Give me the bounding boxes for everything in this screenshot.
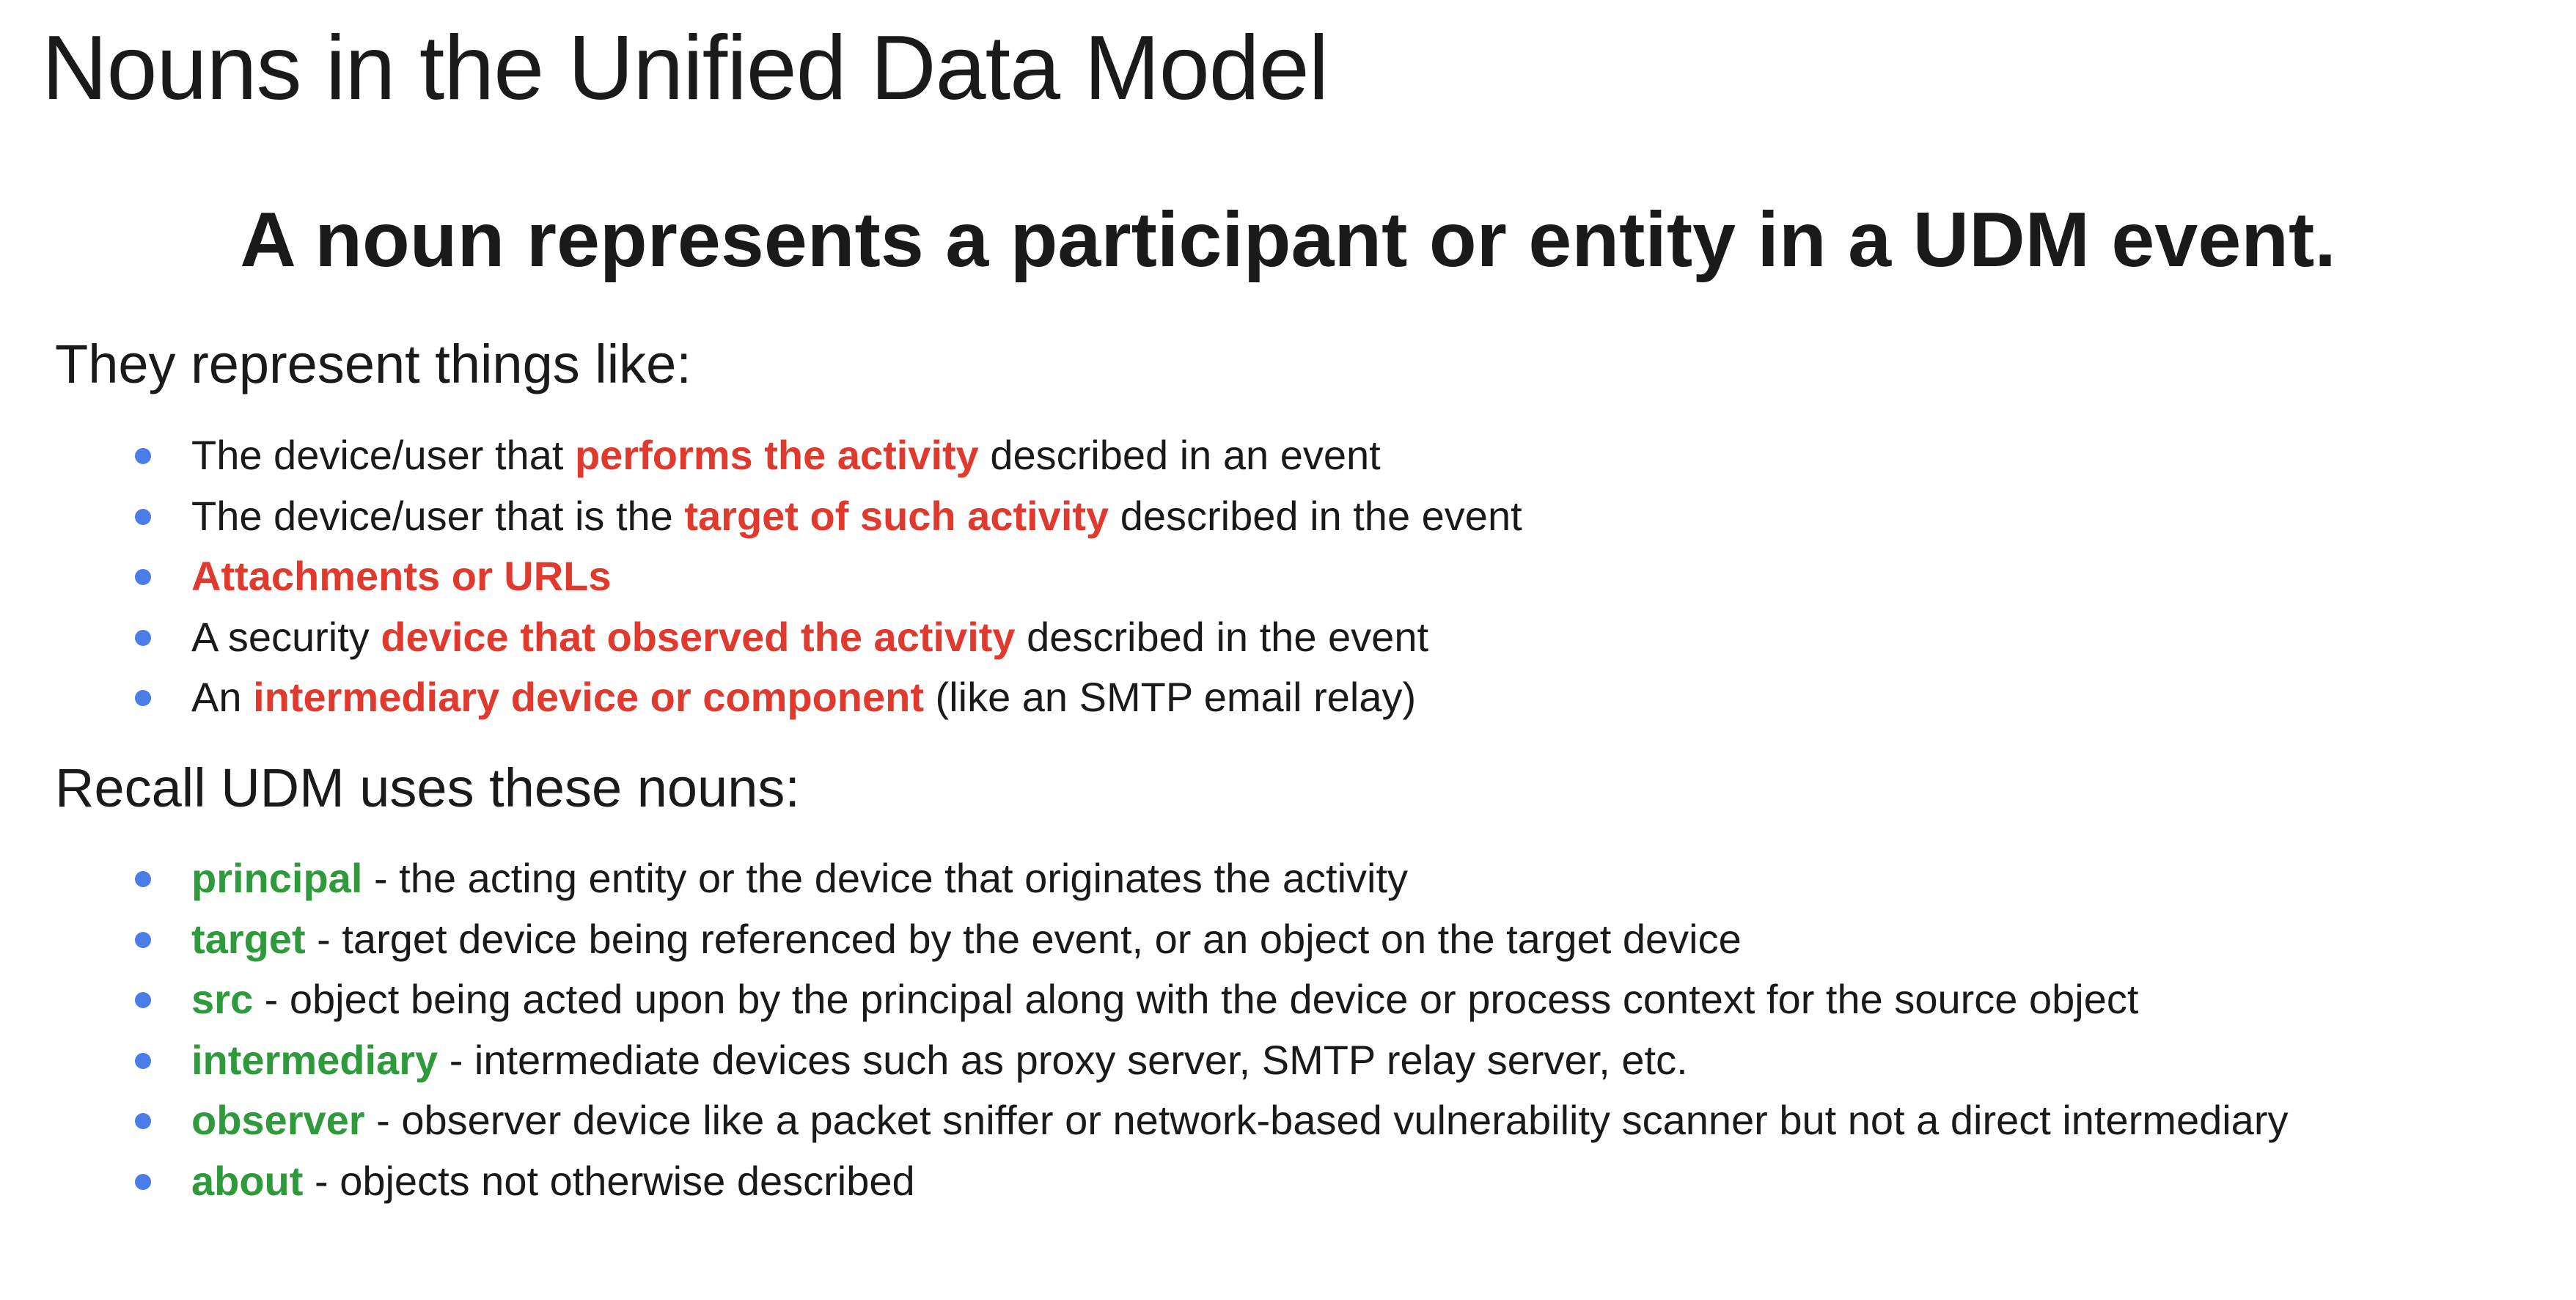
- nouns-list: [0, 848, 2288, 1211]
- bullet-dot-icon: [135, 1174, 151, 1190]
- noun-description: - the acting entity or the device that originates the activity: [362, 855, 1409, 901]
- noun-term: observer: [191, 1097, 365, 1143]
- section-heading-nouns: Recall UDM uses these nouns:: [55, 757, 800, 818]
- noun-term: principal: [191, 855, 363, 901]
- list-item: [0, 607, 1522, 668]
- item-text: described in an event: [978, 432, 1381, 478]
- noun-description: - intermediate devices such as proxy server, SMTP relay server, etc.: [438, 1036, 1688, 1083]
- noun-term: src: [191, 976, 254, 1022]
- item-highlight: performs the activity: [574, 432, 979, 478]
- list-item: [0, 909, 2288, 970]
- item-text: The device/user that: [191, 432, 575, 478]
- list-item: [0, 1090, 2288, 1151]
- noun-description: - observer device like a packet sniffer or network-based vulnerability scanner but not a direct intermediary: [364, 1097, 2289, 1143]
- bullet-dot-icon: [135, 630, 151, 646]
- slide-headline: A noun represents a participant or entity in a UDM event.: [240, 197, 2336, 283]
- bullet-dot-icon: [135, 448, 151, 464]
- section-heading-examples: They represent things like:: [55, 334, 691, 394]
- list-item: [0, 969, 2288, 1030]
- slide-title: Nouns in the Unified Data Model: [42, 18, 1329, 119]
- list-item: [0, 546, 1522, 607]
- item-text: An: [191, 674, 254, 720]
- bullet-dot-icon: [135, 690, 151, 706]
- item-text: A security: [191, 613, 381, 660]
- noun-term: about: [191, 1157, 304, 1204]
- list-item: [0, 486, 1522, 547]
- list-item: [0, 1030, 2288, 1091]
- noun-description: - target device being referenced by the event, or an object on the target device: [305, 915, 1742, 962]
- list-item: [0, 425, 1522, 486]
- list-item: [0, 667, 1522, 728]
- bullet-dot-icon: [135, 932, 151, 948]
- bullet-dot-icon: [135, 992, 151, 1008]
- bullet-dot-icon: [135, 1113, 151, 1129]
- item-highlight: target of such activity: [684, 492, 1109, 539]
- noun-description: - objects not otherwise described: [303, 1157, 915, 1204]
- bullet-dot-icon: [135, 509, 151, 525]
- item-text: described in the event: [1109, 492, 1522, 539]
- bullet-dot-icon: [135, 1053, 151, 1069]
- list-item: [0, 848, 2288, 909]
- bullet-dot-icon: [135, 871, 151, 887]
- noun-description: - object being acted upon by the principal along with the device or process context for the source object: [253, 976, 2139, 1022]
- bullet-dot-icon: [135, 569, 151, 585]
- examples-list: [0, 425, 1522, 728]
- item-highlight: device that observed the activity: [381, 613, 1016, 660]
- item-text: (like an SMTP email relay): [923, 674, 1417, 720]
- list-item: [0, 1151, 2288, 1212]
- item-highlight: Attachments or URLs: [191, 553, 612, 599]
- noun-term: intermediary: [191, 1036, 438, 1083]
- item-text: described in the event: [1015, 613, 1429, 660]
- item-text: The device/user that is the: [191, 492, 685, 539]
- noun-term: target: [191, 915, 306, 962]
- item-highlight: intermediary device or component: [253, 674, 924, 720]
